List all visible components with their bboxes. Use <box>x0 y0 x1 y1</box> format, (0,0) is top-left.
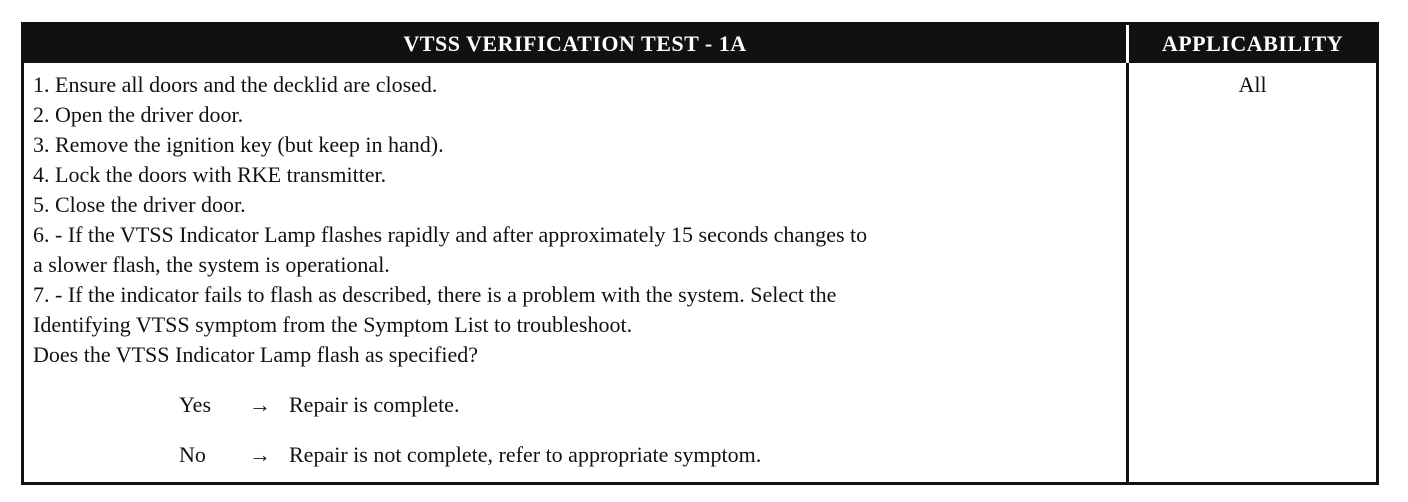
answer-result: Repair is complete. <box>289 392 460 417</box>
question-line: Does the VTSS Indicator Lamp flash as specified? <box>33 342 478 367</box>
step-line: 5. Close the driver door. <box>33 192 246 217</box>
answer-options <box>33 380 1118 480</box>
applicability-cell <box>1129 63 1376 482</box>
test-procedure-cell <box>24 63 1129 482</box>
answer-label: No <box>179 442 206 467</box>
answer-result: Repair is not complete, refer to appropriate symptom. <box>289 442 762 467</box>
answer-no <box>179 430 1118 480</box>
verification-test-table <box>21 22 1379 485</box>
step-line: 1. Ensure all doors and the decklid are closed. <box>33 72 438 97</box>
test-title-header: VTSS VERIFICATION TEST - 1A <box>24 25 1129 63</box>
step-line: 3. Remove the ignition key (but keep in hand). <box>33 132 444 157</box>
answer-label: Yes <box>179 392 212 417</box>
answer-yes <box>179 380 1118 430</box>
step-line: a slower flash, the system is operational. <box>33 252 390 277</box>
step-line: Identifying VTSS symptom from the Symptom List to troubleshoot. <box>33 312 633 337</box>
applicability-header: APPLICABILITY <box>1129 25 1376 63</box>
right-arrow-icon: → <box>249 442 271 467</box>
step-line: 7. - If the indicator fails to flash as described, there is a problem with the system. Select the <box>33 282 837 307</box>
step-line: 2. Open the driver door. <box>33 102 244 127</box>
step-line: 4. Lock the doors with RKE transmitter. <box>33 162 387 187</box>
step-line: 6. - If the VTSS Indicator Lamp flashes rapidly and after approximately 15 seconds changes to <box>33 222 868 247</box>
right-arrow-icon: → <box>249 392 271 417</box>
applicability-value: All <box>1238 72 1267 97</box>
